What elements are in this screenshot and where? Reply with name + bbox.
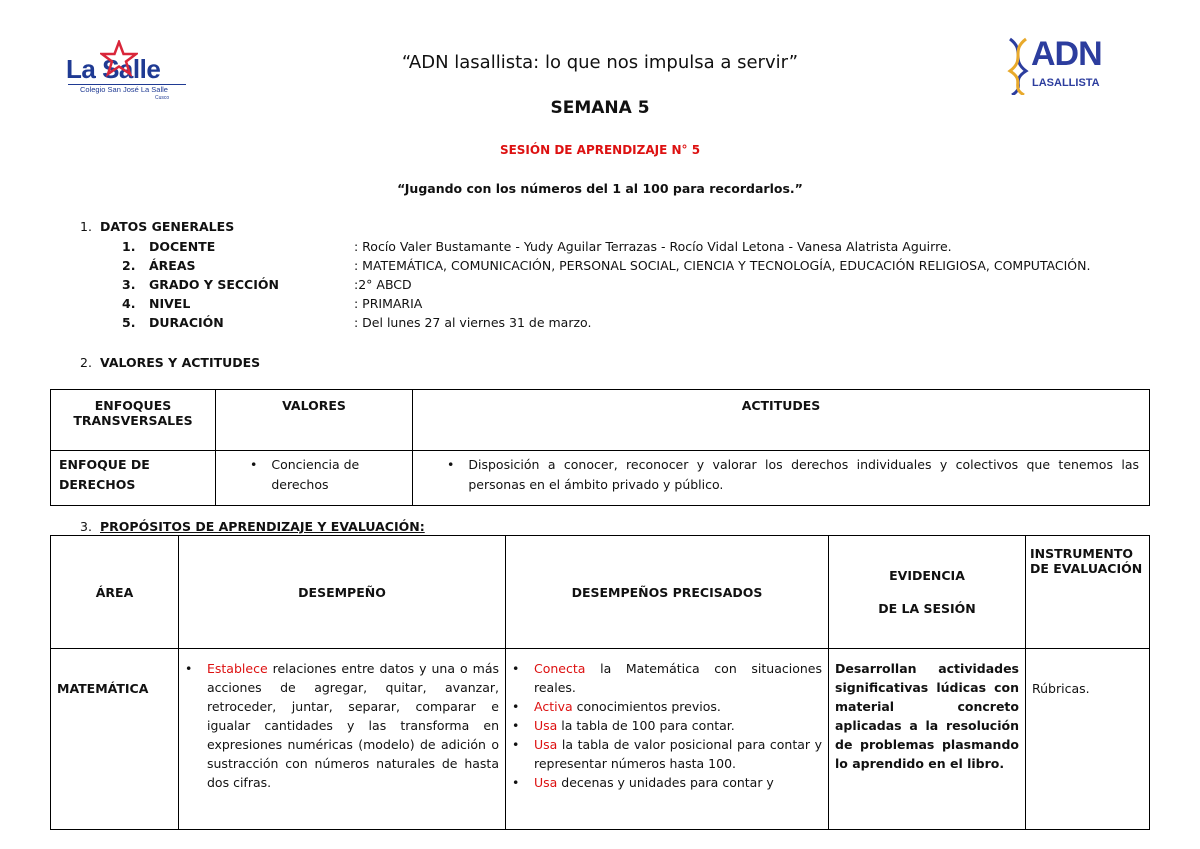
precisado-verb: Activa (534, 699, 573, 714)
section-datos-generales (80, 219, 234, 234)
section-title: VALORES Y ACTITUDES (100, 355, 261, 370)
header-evidencia-line1: EVIDENCIA (889, 568, 965, 583)
header-evidencia (829, 536, 1026, 649)
section-number: 2. (80, 355, 92, 370)
desempeno-verb: Establece (207, 661, 268, 676)
precisado-text: decenas y unidades para contar y (557, 775, 774, 790)
section-number: 1. (80, 219, 92, 234)
precisado-text: la tabla de 100 para contar. (557, 718, 735, 733)
section-number: 3. (80, 519, 92, 534)
row-label: DURACIÓN (149, 315, 224, 330)
header-precisados: DESEMPEÑOS PRECISADOS (506, 536, 829, 649)
session-subtitle: “Jugando con los números del 1 al 100 para recordarlos.” (397, 181, 803, 196)
general-data-row (122, 258, 1091, 273)
header-enfoques: ENFOQUES TRANSVERSALES (51, 390, 216, 451)
row-number: 2. (122, 258, 136, 273)
section-title: DATOS GENERALES (100, 219, 235, 234)
general-data-row (122, 239, 952, 254)
enfoque-cell: ENFOQUE DE DERECHOS (51, 451, 216, 506)
actitud-text: Disposición a conocer, reconocer y valorar los derechos individuales y colectivos que tenemos las personas en el ámbito privado y público. (468, 457, 1139, 492)
document-title: “ADN lasallista: lo que nos impulsa a servir” (401, 52, 799, 73)
general-data-row (122, 296, 423, 311)
desempeno-text: relaciones entre datos y una o más acciones de agregar, quitar, avanzar, retroceder, juntar, separar, comparar e igualar cantidades y las transforma en expresiones numéricas (modelo) de adición o sustracción con números naturales de hasta dos cifras. (207, 661, 499, 790)
precisado-text: conocimientos previos. (572, 699, 721, 714)
row-number: 4. (122, 296, 136, 311)
list-item (512, 716, 822, 735)
table-header-row (51, 390, 1150, 451)
bullet: • (250, 457, 258, 472)
bullet: • (512, 699, 520, 714)
list-item (512, 659, 822, 697)
precisado-verb: Usa (534, 775, 558, 790)
values-table (50, 389, 1150, 506)
row-number: 5. (122, 315, 136, 330)
valor-cell (216, 451, 413, 506)
precisado-verb: Usa (534, 737, 558, 752)
general-data-row (122, 315, 592, 330)
section-title: PROPÓSITOS DE APRENDIZAJE Y EVALUACIÓN: (100, 519, 425, 534)
bullet: • (512, 775, 520, 790)
row-number: 3. (122, 277, 136, 292)
precisado-text: la Matemática con situaciones reales. (534, 661, 822, 695)
general-data-row (122, 277, 412, 292)
table-row (51, 649, 1150, 830)
row-value: : Del lunes 27 al viernes 31 de marzo. (354, 315, 592, 330)
header-area: ÁREA (51, 536, 179, 649)
row-number: 1. (122, 239, 136, 254)
la-salle-logo-city: Cusco (155, 95, 170, 101)
row-value: : Rocío Valer Bustamante - Yudy Aguilar Terrazas - Rocío Vidal Letona - Vanesa Alatrista Aguirre. (354, 239, 952, 254)
row-label: DOCENTE (149, 239, 216, 254)
row-value: :2° ABCD (354, 277, 412, 292)
bullet: • (512, 718, 520, 733)
adn-logo-text: ADN (1031, 35, 1102, 73)
bullet: • (447, 457, 455, 472)
valor-text: Conciencia de derechos (271, 457, 360, 492)
list-item (512, 773, 822, 792)
table-row (51, 451, 1150, 506)
actitud-cell (413, 451, 1150, 506)
precisado-verb: Conecta (534, 661, 586, 676)
row-label: GRADO Y SECCIÓN (149, 277, 279, 292)
week-heading: SEMANA 5 (550, 98, 650, 118)
la-salle-logo-text: La Salle (66, 54, 161, 84)
header-desempeno: DESEMPEÑO (179, 536, 506, 649)
row-value: : PRIMARIA (354, 296, 423, 311)
bullet: • (512, 737, 520, 752)
precisado-text: la tabla de valor posicional para contar y representar números hasta 100. (534, 737, 822, 771)
la-salle-logo-subtitle: Colegio San José La Salle (80, 85, 168, 94)
row-label: NIVEL (149, 296, 191, 311)
header-instrumento: INSTRUMENTO DE EVALUACIÓN (1026, 536, 1150, 649)
bullet: • (185, 661, 193, 676)
desempeno-cell (179, 649, 506, 830)
header-evidencia-line2: DE LA SESIÓN (878, 601, 976, 616)
section-valores (80, 355, 260, 370)
header-actitudes: ACTITUDES (413, 390, 1150, 451)
instrumento-cell: Rúbricas. (1026, 649, 1150, 830)
table-header-row (51, 536, 1150, 649)
adn-logo-subtext: LASALLISTA (1032, 77, 1100, 89)
row-label: ÁREAS (149, 258, 196, 273)
list-item (512, 697, 822, 716)
list-item (512, 735, 822, 773)
evidencia-cell: Desarrollan actividades significativas lúdicas con material concreto aplicadas a la resolución de problemas plasmando lo aprendido en el libro. (829, 649, 1026, 830)
row-value: : MATEMÁTICA, COMUNICACIÓN, PERSONAL SOCIAL, CIENCIA Y TECNOLOGÍA, EDUCACIÓN RELIGIOSA, COMPUTACIÓN. (354, 258, 1091, 273)
precisado-verb: Usa (534, 718, 558, 733)
area-cell: MATEMÁTICA (51, 649, 179, 830)
section-propositos (80, 519, 425, 534)
session-heading: SESIÓN DE APRENDIZAJE N° 5 (499, 143, 701, 157)
precisados-cell (506, 649, 829, 830)
bullet: • (512, 661, 520, 676)
header-valores: VALORES (216, 390, 413, 451)
purposes-table (50, 535, 1150, 830)
